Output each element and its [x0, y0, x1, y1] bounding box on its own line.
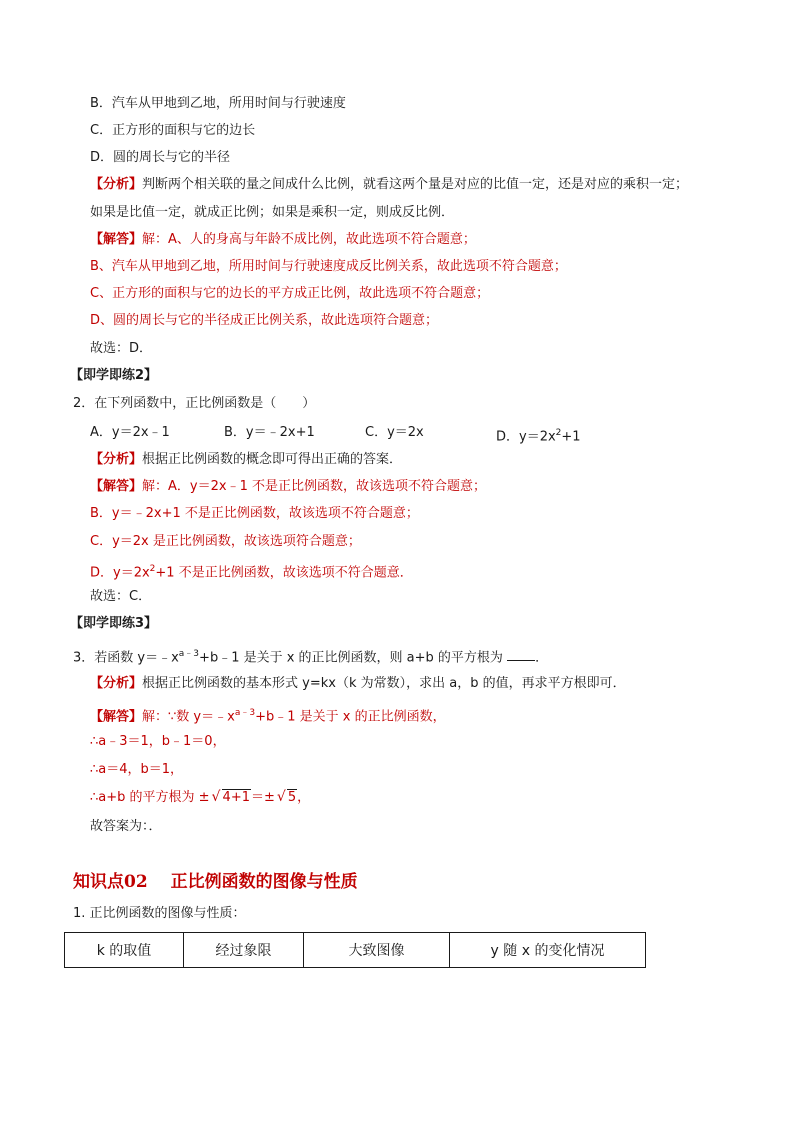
analysis-tag: 【分析】: [90, 676, 143, 691]
practice2-answer-line2: B．y＝﹣2x+1 不是正比例函数，故该选项不符合题意；: [90, 506, 419, 521]
section-title: 知识点02 正比例函数的图像与性质: [73, 872, 358, 892]
practice2-analysis: [90, 451, 402, 469]
a1-post: +b﹣1 是关于 x 的正比例函数，: [255, 709, 446, 725]
practice3-header: 【即学即练3】: [70, 616, 158, 631]
practice2-choose: 故选：C．: [90, 589, 152, 604]
practice3-answer-line4: [90, 789, 310, 807]
q1-answer-text: 解：A、人的身高与年龄不成比例，故此选项不符合题意；: [142, 232, 476, 247]
q1-choose: 故选：D．: [90, 341, 153, 356]
answer-tag: 【解答】: [90, 232, 143, 247]
practice2-answer-line1: [90, 478, 486, 496]
a1-exponent: a﹣3: [234, 708, 256, 718]
stem-exponent: a﹣3: [178, 649, 200, 659]
answer-tag: 【解答】: [90, 709, 143, 725]
practice2-option-d: [496, 424, 581, 446]
a4-mid: ＝±: [250, 790, 275, 805]
practice2-answer-text: 解：A．y＝2x﹣1 不是正比例函数，故该选项不符合题意；: [142, 479, 486, 494]
practice3-analysis: [90, 675, 626, 693]
practice3-stem: [73, 645, 548, 667]
a4-end: ，: [297, 790, 311, 805]
sqrt-5: [277, 789, 297, 807]
q1-analysis-line1: [90, 176, 688, 194]
table-header-quadrant: 经过象限: [184, 933, 304, 968]
table-header-graph: 大致图像: [304, 933, 450, 968]
table-header-k: k 的取值: [65, 933, 184, 968]
practice2-option-c: C．y＝2x: [365, 425, 424, 440]
answer4-pre: D．y＝2x: [90, 565, 150, 581]
answer4-post: +1 不是正比例函数，故该选项不符合题意．: [155, 565, 413, 581]
analysis-tag: 【分析】: [90, 452, 143, 467]
sqrt-4-plus-1: [212, 789, 251, 807]
radical-sign-icon: √: [211, 789, 221, 805]
answer-blank: [507, 648, 535, 661]
practice2-analysis-text: 根据正比例函数的概念即可得出正确的答案．: [142, 452, 403, 467]
radicand: 4+1: [222, 790, 250, 805]
optd-exponent: 2: [555, 428, 562, 438]
q1-analysis-text: 判断两个相关联的量之间成什么比例，就看这两个量是对应的比值一定，还是对应的乘积一定；: [142, 177, 689, 192]
optd-post: +1: [561, 429, 581, 445]
analysis-tag: 【分析】: [90, 177, 143, 192]
practice3-answer-line2: ∴a﹣3＝1，b﹣1＝0，: [90, 734, 226, 749]
table-header-row: [65, 933, 646, 968]
q1-answer-line3: C、正方形的面积与它的边长的平方成正比例，故此选项不符合题意；: [90, 286, 490, 301]
radical-sign-icon: √: [276, 789, 286, 805]
q1-option-c: C．正方形的面积与它的边长: [90, 123, 256, 138]
practice2-answer-line3: C．y＝2x 是正比例函数，故该选项符合题意；: [90, 534, 361, 549]
properties-table: [64, 932, 646, 968]
answer-tag: 【解答】: [90, 479, 143, 494]
practice3-analysis-text: 根据正比例函数的基本形式 y=kx（k 为常数），求出 a，b 的值，再求平方根即可．: [142, 676, 626, 691]
table-header-trend: y 随 x 的变化情况: [450, 933, 646, 968]
q1-answer-line1: [90, 231, 476, 249]
stem-pre: 3．若函数 y＝﹣x: [73, 650, 179, 666]
practice2-option-b: B．y＝﹣2x+1: [224, 425, 315, 440]
answer4-exponent: 2: [149, 564, 156, 574]
q1-analysis-line2: 如果是比值一定，就成正比例；如果是乘积一定，则成反比例．: [90, 205, 455, 220]
practice3-answer-line1: [90, 704, 446, 726]
practice2-option-a: A．y＝2x﹣1: [90, 425, 170, 440]
radicand: 5: [287, 790, 297, 805]
practice3-final: 故答案为：．: [90, 819, 162, 834]
practice3-answer-line3: ∴a＝4，b＝1，: [90, 762, 184, 777]
optd-pre: D．y＝2x: [496, 429, 556, 445]
practice2-stem: 2．在下列函数中，正比例函数是（ ）: [73, 396, 316, 411]
q1-answer-line4: D、圆的周长与它的半径成正比例关系，故此选项符合题意；: [90, 313, 439, 328]
a1-pre: 解：∵数 y＝﹣x: [142, 709, 235, 725]
stem-post: +b﹣1 是关于 x 的正比例函数，则 a+b 的平方根为: [199, 650, 503, 666]
a4-pre: ∴a+b 的平方根为 ±: [90, 790, 210, 805]
stem-end: ．: [535, 650, 549, 666]
q1-option-d: D．圆的周长与它的半径: [90, 150, 231, 165]
section-item: 1. 正比例函数的图像与性质：: [73, 906, 246, 921]
q1-option-b: B．汽车从甲地到乙地，所用时间与行驶速度: [90, 96, 346, 111]
practice2-header: 【即学即练2】: [70, 368, 158, 383]
practice2-answer-line4: [90, 560, 413, 582]
q1-answer-line2: B、汽车从甲地到乙地，所用时间与行驶速度成反比例关系，故此选项不符合题意；: [90, 259, 567, 274]
